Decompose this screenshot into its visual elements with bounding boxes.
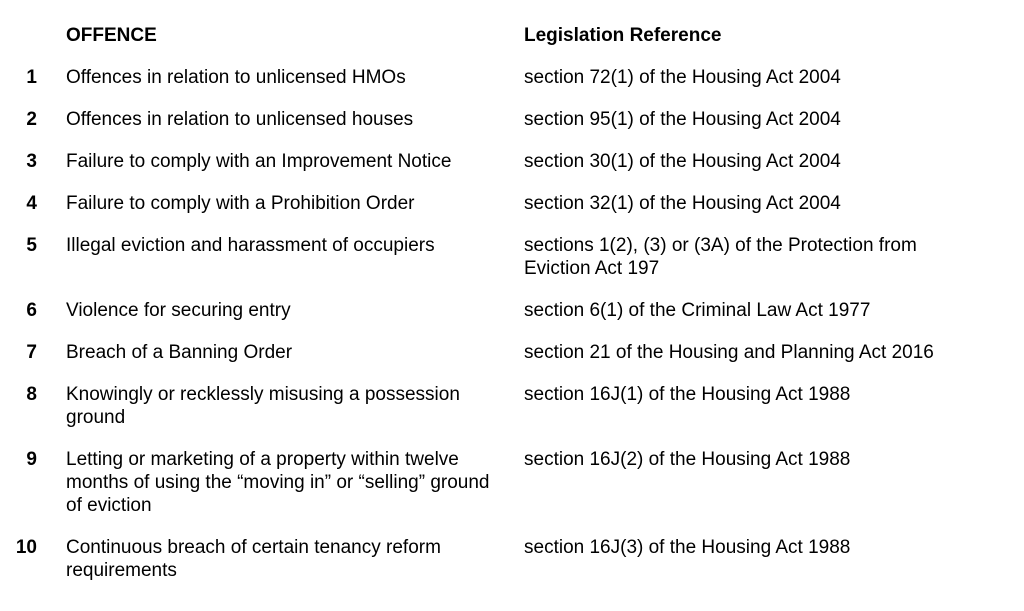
legislation-reference: section 30(1) of the Housing Act 2004	[524, 151, 841, 172]
offence-description: Offences in relation to unlicensed houses	[66, 109, 414, 130]
offence-number: 6	[26, 300, 37, 321]
table-row	[0, 108, 984, 150]
legislation-reference: section 16J(1) of the Housing Act 1988	[524, 384, 851, 405]
table-row	[0, 383, 984, 448]
offence-description: Violence for securing entry	[66, 300, 291, 321]
reference-column-header: Legislation Reference	[524, 25, 722, 46]
offence-description: Knowingly or recklessly misusing a possession ground	[66, 384, 460, 428]
table-row	[0, 341, 984, 383]
offence-number: 8	[26, 384, 37, 405]
legislation-reference: section 16J(3) of the Housing Act 1988	[524, 537, 851, 558]
table-row	[0, 192, 984, 234]
offence-column-header: OFFENCE	[66, 25, 157, 46]
offence-number: 1	[26, 67, 37, 88]
offence-description: Failure to comply with an Improvement Notice	[66, 151, 452, 172]
table-row	[0, 448, 984, 536]
number-column-header	[0, 24, 66, 66]
table-row	[0, 66, 984, 108]
table-row	[0, 150, 984, 192]
table-row	[0, 536, 984, 601]
offence-number: 7	[26, 342, 37, 363]
table-row	[0, 234, 984, 299]
offence-description: Illegal eviction and harassment of occupiers	[66, 235, 435, 256]
offence-description: Continuous breach of certain tenancy reform requirements	[66, 537, 441, 581]
legislation-reference: section 21 of the Housing and Planning Act 2016	[524, 342, 934, 363]
offence-description: Offences in relation to unlicensed HMOs	[66, 67, 406, 88]
legislation-reference: sections 1(2), (3) or (3A) of the Protection from Eviction Act 197	[524, 235, 917, 279]
legislation-reference: section 72(1) of the Housing Act 2004	[524, 67, 841, 88]
legislation-reference: section 16J(2) of the Housing Act 1988	[524, 449, 851, 470]
offence-number: 2	[26, 109, 37, 130]
offence-description: Failure to comply with a Prohibition Order	[66, 193, 415, 214]
offence-number: 10	[15, 537, 37, 558]
offence-description: Breach of a Banning Order	[66, 342, 293, 363]
offences-table	[0, 24, 984, 601]
offence-number: 3	[26, 151, 37, 172]
offence-number: 4	[26, 193, 37, 214]
table-row	[0, 299, 984, 341]
offence-number: 5	[26, 235, 37, 256]
legislation-reference: section 32(1) of the Housing Act 2004	[524, 193, 841, 214]
offence-number: 9	[26, 449, 37, 470]
legislation-reference: section 6(1) of the Criminal Law Act 1977	[524, 300, 871, 321]
table-header-row	[0, 24, 984, 66]
offence-description: Letting or marketing of a property within twelve months of using the “moving in” or “selling” ground of eviction	[66, 449, 490, 516]
legislation-reference: section 95(1) of the Housing Act 2004	[524, 109, 841, 130]
